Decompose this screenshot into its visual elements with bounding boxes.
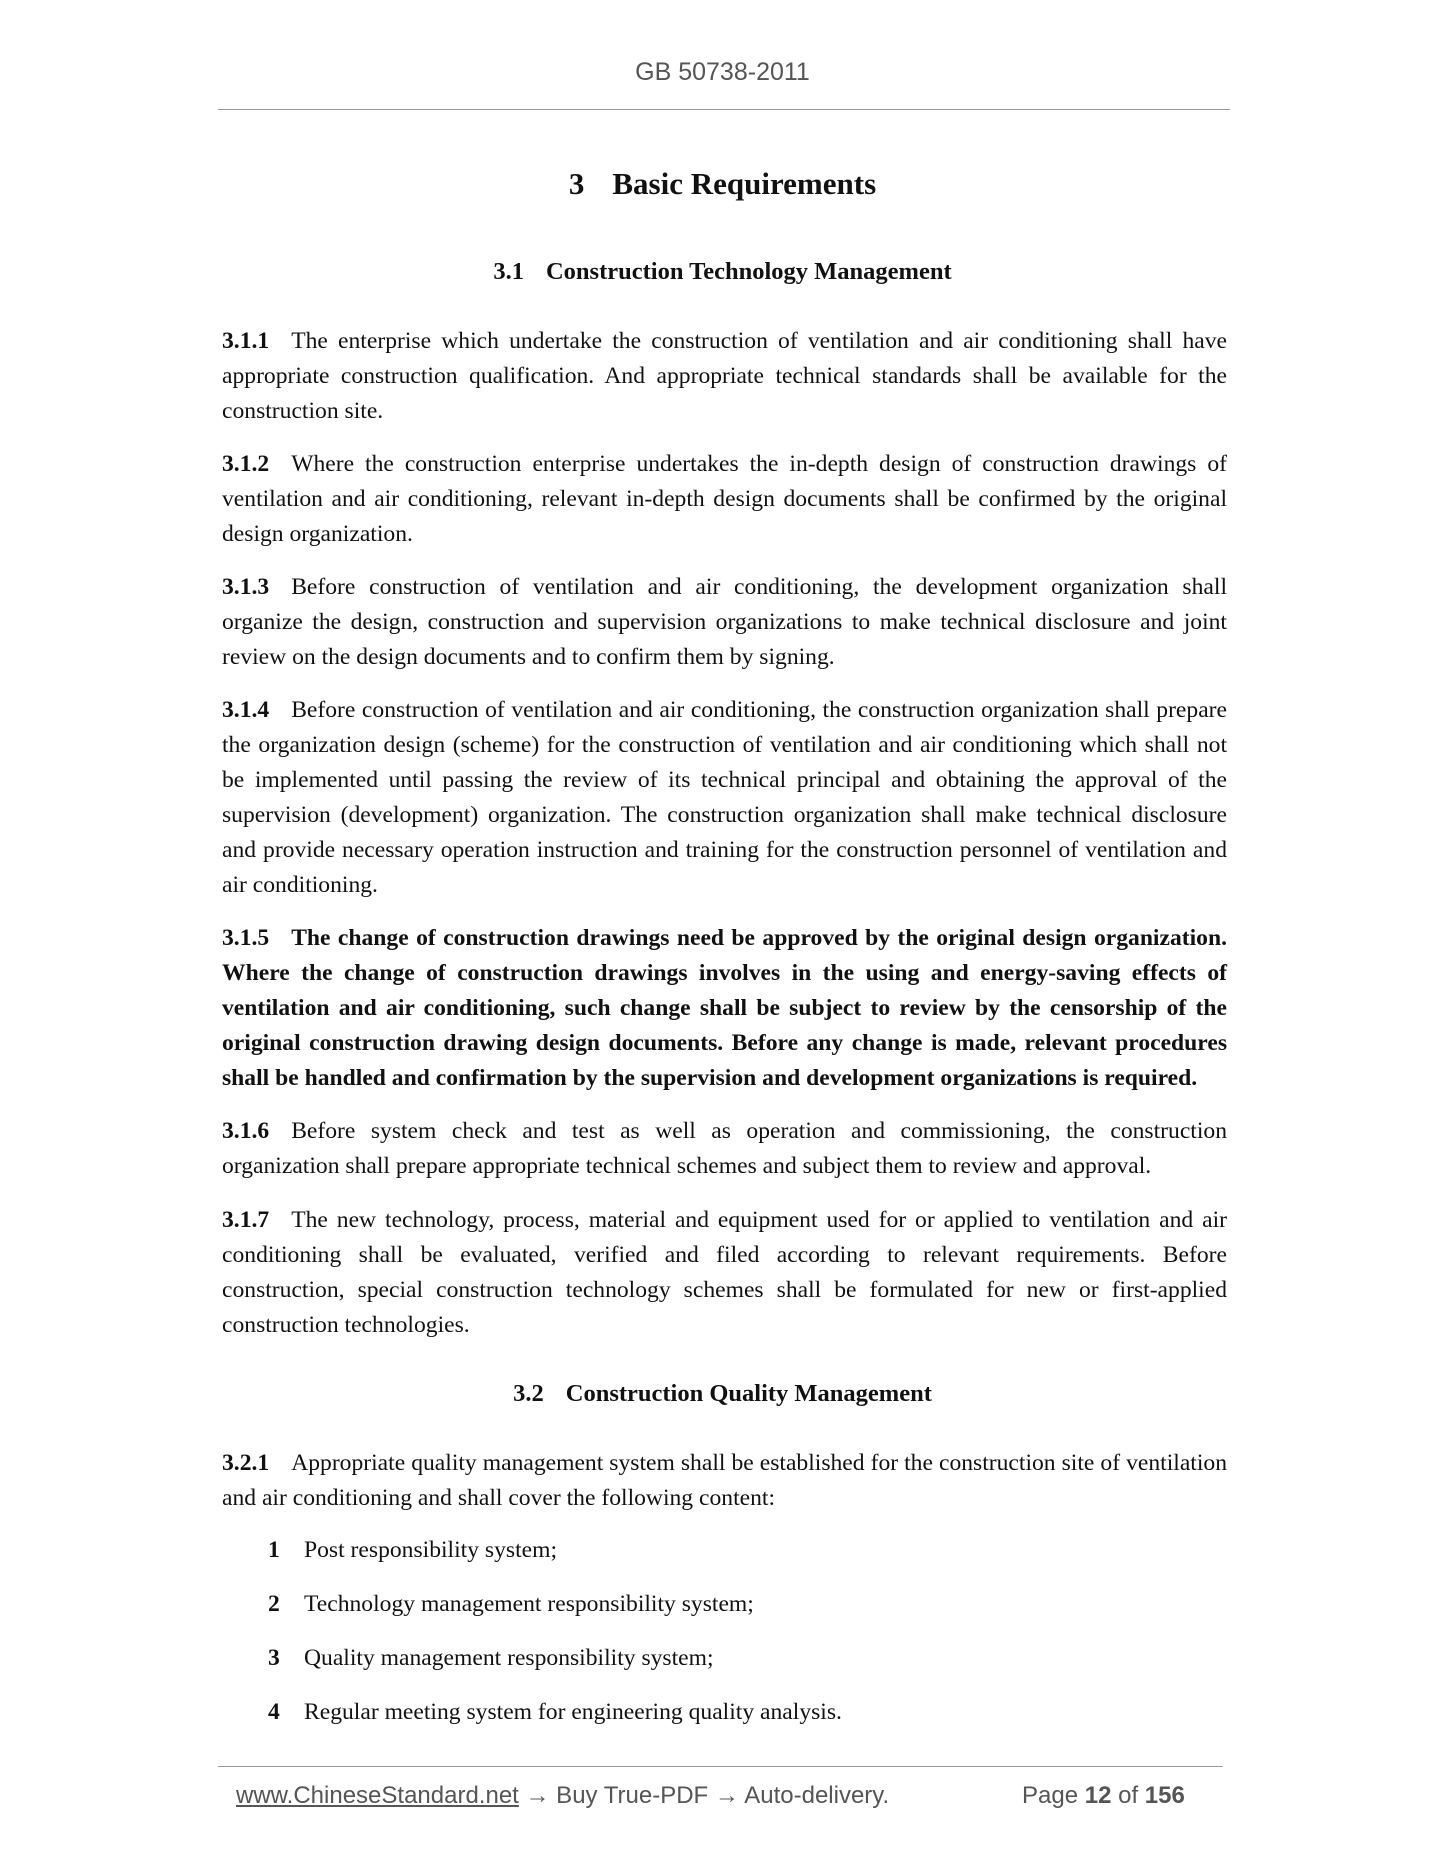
page-total: 156	[1144, 1782, 1185, 1809]
clause-number: 3.1.7	[222, 1207, 270, 1233]
clause-text: The enterprise which undertake the construction of ventilation and air conditioning shall have appropriate construction qualification. And appropriate technical standards shall be available for the construction site.	[222, 328, 1227, 424]
clause-text: Before construction of ventilation and air conditioning, the development organization shall organize the design, construction and supervision organizations to make technical disclosure and joint review on the design documents and to confirm them by signing.	[222, 574, 1227, 670]
clause-3-1-4	[222, 693, 1227, 903]
section-title: Construction Technology Management	[545, 258, 952, 285]
list-item-number: 4	[268, 1699, 280, 1725]
list-item-text: Technology management responsibility system;	[304, 1591, 754, 1617]
clause-text: Before system check and test as well as operation and commissioning, the construction organization shall prepare appropriate technical schemes and subject them to review and approval.	[222, 1118, 1227, 1179]
clause-3-1-2	[222, 447, 1227, 552]
clause-text: Before construction of ventilation and air conditioning, the construction organization shall prepare the organization design (scheme) for the construction of ventilation and air conditioning which shall not be implemented until passing the review of its technical principal and obtaining the approval of the supervision (development) organization. The construction organization shall make technical disclosure and provide necessary operation instruction and training for the construction personnel of ventilation and air conditioning.	[222, 697, 1227, 898]
page-number: 12	[1084, 1782, 1112, 1809]
list-item-number: 1	[268, 1537, 280, 1563]
clause-text: Where the construction enterprise undertakes the in-depth design of construction drawings of ventilation and air conditioning, relevant in-depth design documents shall be confirmed by the original design organization.	[222, 451, 1227, 547]
clause-number: 3.1.6	[222, 1118, 270, 1144]
clause-number: 3.1.4	[222, 697, 270, 723]
clause-number: 3.1.2	[222, 451, 270, 477]
chapter-title: Basic Requirements	[612, 166, 877, 201]
chapter-number: 3	[568, 166, 585, 201]
header-rule	[218, 109, 1230, 110]
clause-3-1-1	[222, 324, 1227, 429]
section-title: Construction Quality Management	[565, 1380, 932, 1407]
list-item-text: Quality management responsibility system;	[304, 1645, 714, 1671]
footer-rule	[218, 1766, 1223, 1767]
clause-3-2-1	[222, 1446, 1227, 1516]
clause-3-1-3	[222, 570, 1227, 675]
page-indicator	[1022, 1782, 1185, 1810]
list-item	[268, 1699, 842, 1726]
clause-3-1-6	[222, 1114, 1227, 1184]
clause-number: 3.1.1	[222, 328, 270, 354]
clause-number: 3.2.1	[222, 1450, 270, 1476]
clause-text: The new technology, process, material and equipment used for or applied to ventilation and air conditioning shall be evaluated, verified and filed according to relevant requirements. Before construction, special construction technology schemes shall be formulated for new or first-applied construction technologies.	[222, 1207, 1227, 1338]
of-label: of	[1118, 1782, 1139, 1809]
list-item-number: 3	[268, 1645, 280, 1671]
site-link[interactable]: www.ChineseStandard.net	[236, 1782, 519, 1809]
list-item-text: Post responsibility system;	[304, 1537, 557, 1563]
footer-promo	[236, 1782, 889, 1810]
clause-number: 3.1.5	[222, 925, 270, 951]
footer-tagline: → Buy True-PDF → Auto-delivery.	[518, 1782, 890, 1809]
clause-3-1-5	[222, 921, 1227, 1096]
list-item	[268, 1645, 714, 1672]
chapter-heading	[0, 166, 1445, 202]
clause-text: The change of construction drawings need be approved by the original design organization. Where the change of construction drawings involves in the using and energy-saving effects of ventilation and air conditioning, such change shall be subject to review by the censorship of the original construction drawing design documents. Before any change is made, relevant procedures shall be handled and confirmation by the supervision and development organizations is required.	[222, 925, 1227, 1091]
list-item-number: 2	[268, 1591, 280, 1617]
section-heading-3-1	[0, 258, 1445, 286]
section-heading-3-2	[0, 1380, 1445, 1408]
clause-3-1-7	[222, 1203, 1227, 1343]
list-item	[268, 1591, 754, 1618]
list-item-text: Regular meeting system for engineering quality analysis.	[304, 1699, 842, 1725]
clause-text: Appropriate quality management system shall be established for the construction site of ventilation and air conditioning and shall cover the following content:	[222, 1450, 1227, 1511]
section-number: 3.2	[513, 1380, 544, 1407]
list-item	[268, 1537, 557, 1564]
section-number: 3.1	[493, 258, 524, 285]
running-header: GB 50738-2011	[635, 58, 810, 86]
clause-number: 3.1.3	[222, 574, 270, 600]
page-label: Page	[1022, 1782, 1079, 1809]
